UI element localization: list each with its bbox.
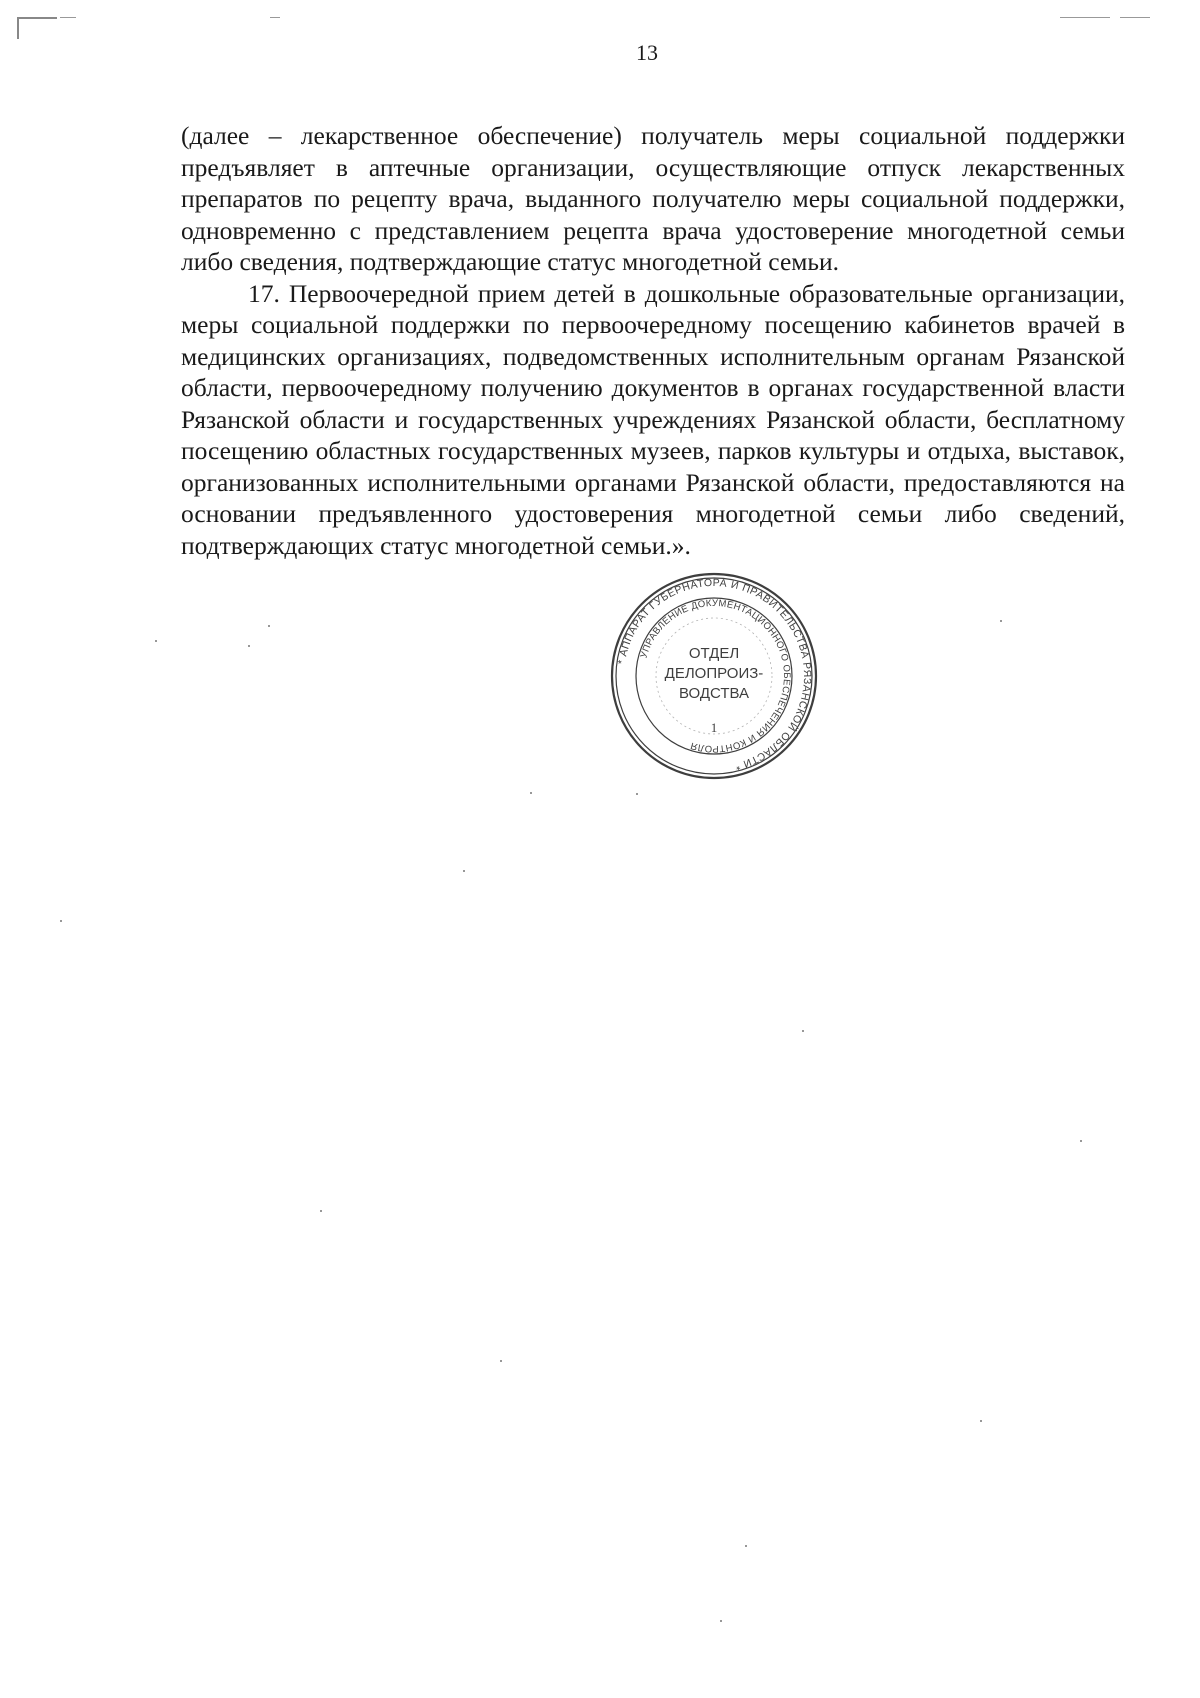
page-number: 13 xyxy=(636,40,658,65)
scan-corner-mark xyxy=(17,17,57,39)
official-seal xyxy=(610,572,818,780)
paragraph-17: 17. Первоочередной прием детей в дошкольные образовательные организации, меры социальной поддержки по первоочередному посещению кабинетов врачей в медицинских организациях, подведомственных исполнительным органам Рязанской области, первоочередному получению документов в органах государственной власти Рязанской области и государственных учреждениях Рязанской области, бесплатному посещению областных государственных музеев, парков культуры и отдыха, выставок, организованных исполнительными органами Рязанской области, предоставляются на основании предъявленного удостоверения многодетной семьи либо сведений, подтверждающих статус многодетной семьи.». xyxy=(181,278,1125,560)
scan-artifact xyxy=(60,17,76,18)
seal-outer-text: * АППАРАТ ГУБЕРНАТОРА И ПРАВИТЕЛЬСТВА РЯЗАНСКОЙ ОБЛАСТИ * xyxy=(615,576,814,773)
scan-artifact xyxy=(270,17,280,18)
seal-inner-text: УПРАВЛЕНИЕ ДОКУМЕНТАЦИОННОГО ОБЕСПЕЧЕНИЯ И КОНТРОЛЯ xyxy=(638,597,793,755)
scan-artifact xyxy=(1120,17,1150,18)
paragraph-continuation: (далее – лекарственное обеспечение) получатель меры социальной поддержки предъявляет в аптечные организации, осуществляющие отпуск лекарственных препаратов по рецепту врача, выданного получателю меры социальной поддержки, одновременно с представлением рецепта врача удостоверение многодетной семьи либо сведения, подтверждающие статус многодетной семьи. xyxy=(181,121,1125,276)
document-body xyxy=(181,120,1125,561)
seal-center-line-2: ДЕЛОПРОИЗ- xyxy=(664,665,764,682)
scan-artifact xyxy=(1060,17,1110,18)
seal-number: 1 xyxy=(710,720,718,735)
seal-center-line-3: ВОДСТВА xyxy=(678,685,750,702)
seal-center-line-1: ОТДЕЛ xyxy=(688,645,740,662)
